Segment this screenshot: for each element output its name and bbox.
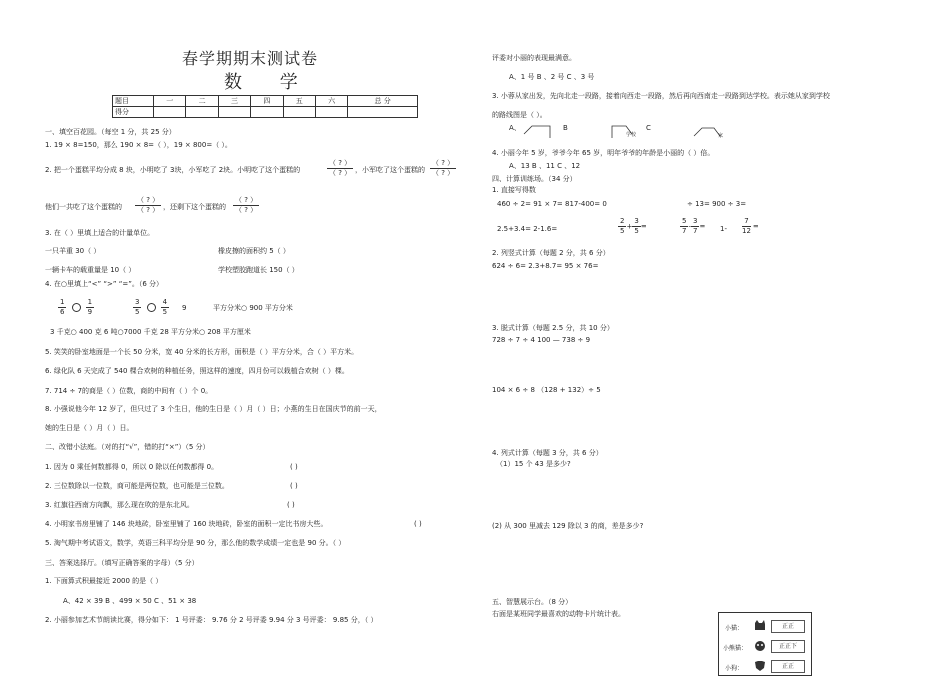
oral-row-1b: ÷ 13= 900 ÷ 3= (687, 200, 747, 208)
choice-2: 2. 小丽参加艺术节朗读比赛，得分如下： 1 号评委： 9.76 分 2 号评委 9.94 分 3 号评委： 9.85 分，（ ） (45, 616, 378, 624)
question-7: 7. 714 ÷ 7的商是（ ）位数，商的中间有（ ）个 0。 (45, 387, 213, 395)
choice-1-options: A、42 × 39 B 、499 × 50 C 、51 × 38 (63, 597, 197, 605)
exam-subject: 数 学 (224, 72, 314, 93)
answer-paren[interactable]: ( ) (287, 501, 295, 509)
oral-row-1a: 460 ÷ 2= 91 × 7= 817-400= 0 (497, 200, 607, 208)
compare-nine: 9 (182, 304, 187, 312)
cat-icon (753, 619, 767, 633)
animal-tally-card (718, 612, 812, 676)
tally-cat: 正正 (771, 620, 805, 633)
choice-1: 1. 下面算式积最接近 2000 的是（ ） (45, 577, 163, 585)
section-5-heading: 五、智慧展示台。（8 分） (492, 598, 573, 606)
judge-3: 3. 红旗往西南方向飘，那么现在吹的是东北风。 (45, 501, 194, 509)
answer-paren[interactable]: ( ) (290, 463, 298, 471)
compare-circle[interactable] (147, 303, 156, 312)
section-1-heading: 一、填空百花园。（每空 1 分，共 25 分） (45, 128, 176, 136)
vertical-calc-heading: 2. 列竖式计算（每题 2 分，共 6 分） (492, 249, 610, 257)
score-header-row (113, 96, 418, 107)
question-3c: 一辆卡车的载重量是 10（ ） (45, 266, 136, 274)
answer-paren[interactable]: ( ) (414, 520, 422, 528)
oral-frac-sum: $\frac{2}{5}$ + $\frac{3}{5}$ = (620, 217, 647, 235)
tally-panda: 正正下 (771, 640, 805, 653)
score-blank[interactable] (315, 107, 347, 118)
score-cell: 总 分 (348, 96, 418, 107)
fraction-blank[interactable]: $\frac{( ? )}{( ? )}$ (137, 196, 160, 214)
score-cell: 题目 (113, 96, 154, 107)
stepwise-heading: 3. 脱式计算（每题 2.5 分，共 10 分） (492, 324, 614, 332)
score-cell: 六 (315, 96, 347, 107)
score-blank[interactable] (251, 107, 283, 118)
question-2b: ，小军吃了这个蛋糕的 (355, 166, 425, 174)
question-6: 6. 绿化队 6 天完成了 540 棵合欢树的种植任务，照这样的速度，四月份可以栽植合欢树（ ）棵。 (45, 367, 349, 375)
question-5: 5. 笑笑的卧室地面是一个长 50 分米，宽 40 分米的长方形，面积是（ ）平方分米，合（ ）平方米。 (45, 348, 359, 356)
word-calc-2: (2) 从 300 里减去 129 除以 3 的商，差是多少? (492, 522, 644, 530)
score-blank[interactable] (218, 107, 250, 118)
section-4-heading: 四、计算训练场。（34 分） (492, 175, 577, 183)
choice-2-options: A、1 号 B 、2 号 C 、3 号 (509, 73, 595, 81)
choice-3: 3. 小蓉从家出发，先向北走一段路，接着向西走一段路，然后再向西南走一段路到达学校。表示她从家到学校 (492, 92, 830, 100)
question-3: 3. 在（ ）里填上适合的计量单位。 (45, 229, 155, 237)
oral-heading: 1. 直接写得数 (492, 186, 536, 194)
section-3-heading: 三、答案选择厅。（填写正确答案的字母）（5 分） (45, 559, 199, 567)
score-value-row (113, 107, 418, 118)
score-cell: 五 (283, 96, 315, 107)
judge-1: 1. 因为 0 乘任何数都得 0，所以 0 除以任何数都得 0。 (45, 463, 219, 471)
oral-frac-one: $\frac{7}{12}$ = (742, 217, 759, 235)
answer-paren[interactable]: ( ) (290, 482, 298, 490)
dog-icon (753, 659, 767, 673)
tally-dog: 正正 (771, 660, 805, 673)
compare-item-2: $\frac{3}{5}$ $\frac{4}{5}$ (135, 298, 168, 316)
question-8b: 她的生日是（ ）月（ ）日。 (45, 424, 134, 432)
panda-icon (753, 639, 767, 653)
home-label: 家 (718, 133, 724, 139)
compare-circle[interactable] (72, 303, 81, 312)
section-5-text: 右面是某班同学最喜欢的动物卡片统计表。 (492, 610, 625, 618)
stepwise-row-2: 104 × 6 ÷ 8 （128 + 132）÷ 5 (492, 386, 601, 394)
question-8a: 8. 小强说他今年 12 岁了，但只过了 3 个生日，他的生日是（ ）月（ ）日；小燕的生日在国庆节的前一天， (45, 405, 382, 413)
fraction-blank[interactable]: $\frac{( ? )}{( ? )}$ (329, 159, 352, 177)
route-option-c-label: C (646, 124, 651, 132)
panda-label: 小熊猫： (723, 645, 748, 652)
stepwise-row-1: 728 ÷ 7 ÷ 4 100 — 738 ÷ 9 (492, 336, 591, 344)
choice-2-cont: 评委对小丽的表现最满意。 (492, 54, 576, 62)
word-calc-heading: 4. 列式计算（每题 3 分，共 6 分） (492, 449, 603, 457)
score-cell: 得分 (113, 107, 154, 118)
judge-4: 4. 小明家书房里铺了 146 块地砖，卧室里铺了 160 块地砖，卧室的面积一定比书房大些。 (45, 520, 328, 528)
route-map-a (520, 118, 560, 140)
cat-label: 小猫： (725, 625, 744, 632)
choice-3b: 的路线图是（ ）。 (492, 111, 547, 119)
school-label: 学校 (626, 132, 637, 138)
score-cell: 二 (186, 96, 218, 107)
dog-label: 小狗： (725, 665, 744, 672)
compare-item-1: $\frac{1}{6}$ $\frac{1}{9}$ (60, 298, 93, 316)
tally-row-panda (719, 637, 811, 657)
score-table (112, 95, 418, 118)
oral-frac-diff: $\frac{5}{7}$ - $\frac{3}{7}$ = (682, 217, 706, 235)
tally-row-dog (719, 657, 811, 677)
score-blank[interactable] (283, 107, 315, 118)
question-1: 1. 19 × 8=150，那么 190 × 8=（ ），19 × 800=（ ）。 (45, 141, 232, 149)
question-4: 4. 在○里填上“<” “>” “=”。（6 分） (45, 280, 163, 288)
score-cell: 三 (218, 96, 250, 107)
question-3d: 学校塑胶跑道长 150（ ） (218, 266, 299, 274)
choice-4-options: A、13 B 、11 C 、12 (509, 162, 581, 170)
question-3a: 一只羊重 30（ ） (45, 247, 101, 255)
section-2-heading: 二、改错小法庭。（对的打“√”，错的打“×”）（5 分） (45, 443, 210, 451)
score-blank[interactable] (186, 107, 218, 118)
compare-item-3: 平方分米○ 900 平方分米 (213, 304, 293, 312)
judge-5: 5. 淘气期中考试语文，数学，英语三科平均分是 90 分，那么他的数学成绩一定也是 90 分。（ ） (45, 539, 346, 547)
question-2d: ，还剩下这个蛋糕的 (163, 203, 226, 211)
fraction-blank[interactable]: $\frac{( ? )}{( ? )}$ (235, 196, 258, 214)
question-2a: 2. 把一个蛋糕平均分成 8 块，小明吃了 3块，小军吃了 2块。小明吃了这个蛋糕的 (45, 166, 301, 174)
score-blank[interactable] (154, 107, 186, 118)
route-option-a-label: A、 (509, 124, 521, 132)
fraction-blank[interactable]: $\frac{( ? )}{( ? )}$ (432, 159, 455, 177)
judge-2: 2. 三位数除以一位数，商可能是两位数，也可能是三位数。 (45, 482, 229, 490)
question-2c: 他们一共吃了这个蛋糕的 (45, 203, 122, 211)
tally-row-cat (719, 617, 811, 637)
compare-row-2: 3 千克○ 400 克 6 吨○7000 千克 28 平方分米○ 208 平方厘米 (50, 328, 251, 336)
oral-one-minus: 1- (720, 225, 727, 233)
score-cell: 一 (154, 96, 186, 107)
route-option-b-label: B (563, 124, 568, 132)
question-3b: 橡皮擦的面积约 5（ ） (218, 247, 290, 255)
exam-title: 春学期期末测试卷 (182, 49, 319, 68)
choice-4: 4. 小丽今年 5 岁，爷爷今年 65 岁，明年爷爷的年龄是小丽的（ ）倍。 (492, 149, 715, 157)
score-cell: 四 (251, 96, 283, 107)
oral-row-2a: 2.5+3.4= 2-1.6= (497, 225, 558, 233)
vertical-calc-items: 624 ÷ 6= 2.3+8.7= 95 × 76= (492, 262, 599, 270)
word-calc-1: （1）15 个 43 是多少? (496, 460, 571, 468)
score-blank[interactable] (348, 107, 418, 118)
